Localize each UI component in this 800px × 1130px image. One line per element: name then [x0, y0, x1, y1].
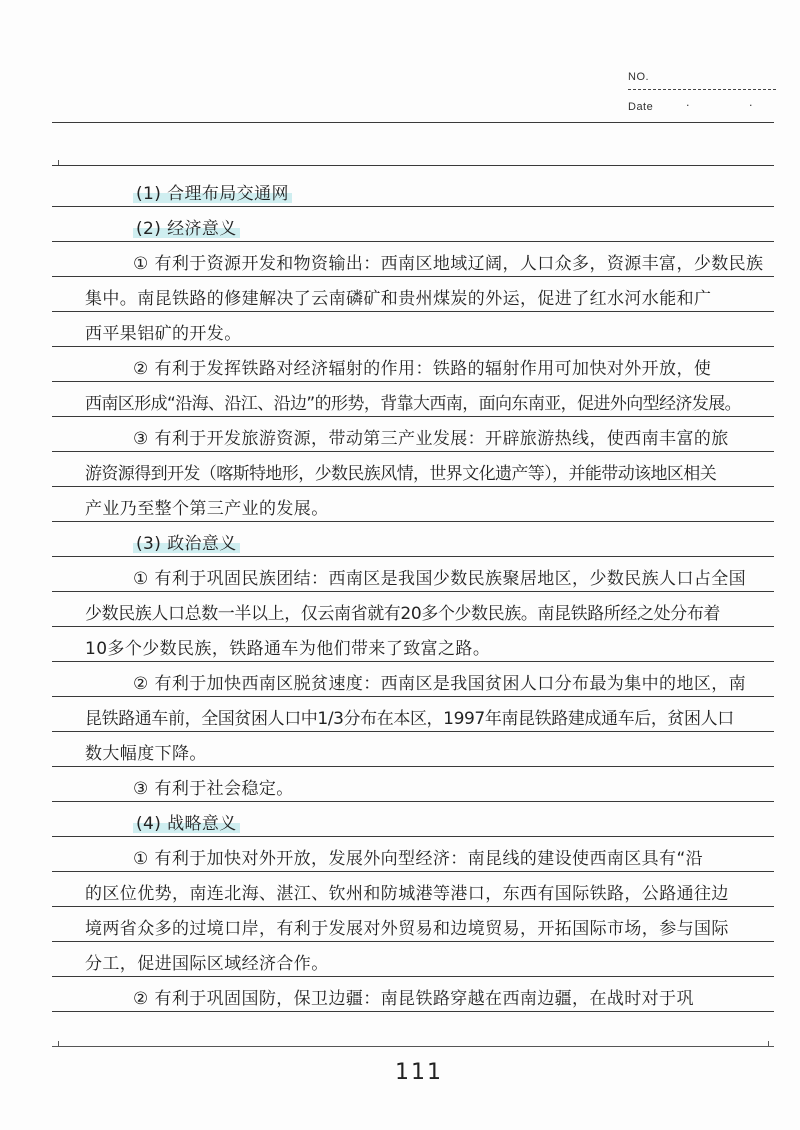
- ruled-line: [52, 241, 774, 242]
- section-heading-transport: (1) 合理布局交通网: [133, 183, 292, 205]
- text-line: 昆铁路通车前，全国贫困人口中1/3分布在本区，1997年南昆铁路建成通车后，贫困人口: [85, 709, 734, 729]
- ruled-line: [52, 731, 774, 732]
- text-line: ① 有利于资源开发和物资输出：西南区地域辽阔，人口众多，资源丰富，少数民族: [133, 254, 764, 274]
- text-line: 游资源得到开发（喀斯特地形，少数民族风情，世界文化遗产等），并能带动该地区相关: [85, 464, 717, 484]
- margin-tick: [58, 1041, 59, 1046]
- text-line: 少数民族人口总数一半以上，仅云南省就有20多个少数民族。南昆铁路所经之处分布着: [85, 604, 721, 624]
- ruled-line: [52, 941, 774, 942]
- ruled-line: [52, 836, 774, 837]
- ruled-line: [52, 1046, 774, 1047]
- text-line: 分工，促进国际区域经济合作。: [85, 954, 329, 974]
- ruled-line: [52, 626, 774, 627]
- ruled-line: [52, 451, 774, 452]
- ruled-line: [52, 976, 774, 977]
- text-line: ② 有利于巩固国防，保卫边疆：南昆铁路穿越在西南边疆，在战时对于巩: [133, 989, 694, 1009]
- ruled-line: [52, 381, 774, 382]
- ruled-line: [52, 276, 774, 277]
- ruled-line: [52, 122, 774, 123]
- ruled-line: [52, 1011, 774, 1012]
- text-line: ② 有利于发挥铁路对经济辐射的作用：铁路的辐射作用可加快对外开放，使: [133, 359, 712, 379]
- ruled-line: [52, 801, 774, 802]
- ruled-line: [52, 416, 774, 417]
- text-line: ③ 有利于社会稳定。: [133, 779, 294, 799]
- ruled-line: [52, 311, 774, 312]
- ruled-line: [52, 346, 774, 347]
- text-line: 产业乃至整个第三产业的发展。: [85, 499, 329, 519]
- no-dashed-line: [628, 89, 776, 90]
- ruled-line: [52, 696, 774, 697]
- text-line: ① 有利于加快对外开放，发展外向型经济：南昆线的建设使西南区具有“沿: [133, 849, 704, 869]
- text-line: 数大幅度下降。: [85, 744, 207, 764]
- section-heading-strategic: (4) 战略意义: [133, 813, 240, 835]
- no-label: NO.: [628, 71, 650, 83]
- section-heading-economic: (2) 经济意义: [133, 218, 240, 240]
- page-number: 111: [395, 1060, 443, 1085]
- text-line: 的区位优势，南连北海、湛江、钦州和防城港等港口，东西有国际铁路，公路通往边: [85, 884, 729, 904]
- ruled-line: [52, 521, 774, 522]
- section-heading-political: (3) 政治意义: [133, 533, 240, 555]
- ruled-line: [52, 165, 774, 166]
- ruled-line: [52, 556, 774, 557]
- text-line: 10多个少数民族，铁路通车为他们带来了致富之路。: [85, 639, 491, 659]
- text-line: 西南区形成“沿海、沿江、沿边”的形势，背靠大西南，面向东南亚，促进外向型经济发展。: [85, 394, 742, 414]
- margin-tick: [768, 1041, 769, 1046]
- text-line: 西平果铝矿的开发。: [85, 324, 242, 344]
- margin-tick: [58, 160, 59, 165]
- text-line: ② 有利于加快西南区脱贫速度：西南区是我国贫困人口分布最为集中的地区，南: [133, 674, 747, 694]
- date-label: Date: [628, 101, 654, 113]
- ruled-line: [52, 871, 774, 872]
- text-line: ① 有利于巩固民族团结：西南区是我国少数民族聚居地区，少数民族人口占全国: [133, 569, 747, 589]
- ruled-line: [52, 661, 774, 662]
- ruled-line: [52, 591, 774, 592]
- text-line: 境两省众多的过境口岸，有利于发展对外贸易和边境贸易，开拓国际市场，参与国际: [85, 919, 729, 939]
- date-dots: · ·: [686, 99, 781, 112]
- text-line: ③ 有利于开发旅游资源，带动第三产业发展：开辟旅游热线，使西南丰富的旅: [133, 429, 729, 449]
- ruled-line: [52, 206, 774, 207]
- ruled-line: [52, 486, 774, 487]
- text-line: 集中。南昆铁路的修建解决了云南磷矿和贵州煤炭的外运，促进了红水河水能和广: [85, 289, 712, 309]
- ruled-line: [52, 906, 774, 907]
- ruled-line: [52, 766, 774, 767]
